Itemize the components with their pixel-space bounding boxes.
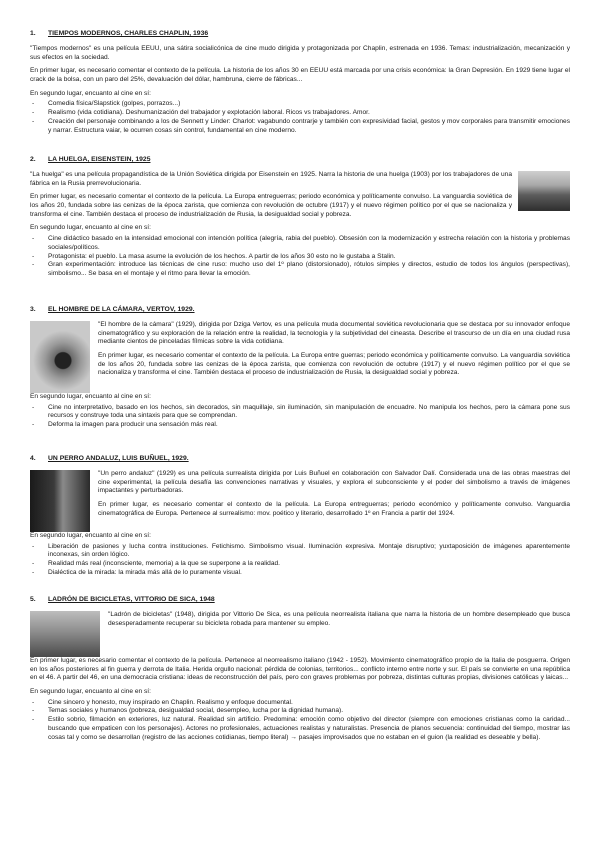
section-title: TIEMPOS MODERNOS, CHARLES CHAPLIN, 1936	[48, 30, 209, 37]
list-item: - Gran experimentación: introduce las técnicas de cine ruso: mucho uso del 1º plano (distorsionado), rótulos simples y directos, estudio de todos los ángulos (perspectivas), simbolismo... Se basa en el montaje y el ritmo para llevar la emoción.	[30, 261, 570, 278]
bullet-list	[30, 699, 570, 743]
list-intro: En segundo lugar, encuanto al cine en sí:	[30, 531, 151, 539]
bullet-list	[30, 404, 570, 430]
list-intro: En segundo lugar, encuanto al cine en sí:	[30, 224, 151, 232]
section-title: EL HOMBRE DE LA CÁMARA, VERTOV, 1929.	[48, 306, 195, 313]
section-number: 3.	[30, 306, 36, 313]
list-intro: En segundo lugar, encuanto al cine en sí:	[30, 89, 151, 97]
section-text	[98, 470, 570, 532]
section-2	[30, 156, 570, 283]
list-item: - Creación del personaje combinando a los de Sennett y Linder: Charlot: vagabundo contrarje y también con expresividad facial, gestos y mov corporales para transmitir emociones y narrar. Estructura vaiar, le ocurren cosas sin control, fundamental en cine moderno.	[30, 118, 570, 135]
section-heading	[30, 306, 570, 315]
section-heading	[30, 156, 570, 165]
film-still-image	[30, 470, 90, 532]
bullet-list	[30, 100, 570, 135]
section-3	[30, 306, 570, 434]
list-item: - Cine no interpretativo, basado en los hechos, sin decorados, sin maquillaje, sin iluminación, sin manipulación de encuadre. No manipula los hechos, pero la cámara pone sus recursos y construye toda una sintaxis para que se comprendan.	[30, 404, 570, 421]
section-number: 5.	[30, 596, 36, 603]
section-text	[98, 321, 570, 393]
list-item: - Temas sociales y humanos (pobreza, desigualdad social, desempleo, lucha por la dignidad humana).	[30, 707, 570, 716]
camera-image	[30, 321, 90, 393]
paragraph: En primer lugar, es necesario comentar el contexto de la película. La Europa entreguerras; periodo económica y políticamente convulso. La vanguardia soviética de los años 20, fundada sobre las cenizas de la época zarista, que comienza con revolución de octubre (1917) y el nuevo régimen político por el que se nacionaliza y transforma el cine. También destaca el proceso de industrialización de Rusia, la desigualdad social y pobreza.	[30, 193, 512, 218]
list-item: - Cine didáctico basado en la intensidad emocional con intención política (alegría, rabia del pueblo). Obsesión con la modernización y estrecha relación con la historia y problemas sociales/políticos.	[30, 235, 570, 252]
section-title: LA HUELGA, EISENSTEIN, 1925	[48, 156, 151, 163]
paragraph: En primer lugar, es necesario comentar el contexto de la película. La Europa entreguerras; periodo económico y políticamente convulso. Vanguardia cinematográfica de Europa. Pertenece al surrealismo: mov. poético y literario, desarrollado 1º en Francia a partir del 1924.	[98, 501, 570, 517]
section-heading	[30, 596, 570, 605]
list-item: - Dialéctica de la mirada: la mirada más allá de lo puramente visual.	[30, 569, 570, 578]
paragraph: En primer lugar, es necesario comentar el contexto de la película. Pertenece al neorrealismo italiano (1942 - 1952). Movimiento cinematográfico propio de la Italia de posguerra. Origen en los años posteriores al fin guerra y derrota de Italia. Herida orgullo nacional: pérdida de colonias, territorios... conflicto interno entre norte y sur. El país se convierte en una república en el 46. A partir del 46, en una democracia cristiana: ideas de reconstrucción del país, pero con graves problemas por pobreza, distintas culturas propias, divisiones católicas y laicas...	[30, 656, 570, 682]
paragraph: En primer lugar, es necesario comentar el contexto de la película. La Europa entre guerras; periodo económica y políticamente convulso. La vanguardia soviética de los años 20, fundada sobre las cenizas de la época zarista, que comienza con revolución de octubre (1917) y el nuevo régimen político por el que se nacionaliza y transforma el cine. También destaca el proceso de industrialización de Rusia, la desigualdad social y pobreza.	[98, 352, 570, 377]
list-item: - Realismo (vida cotidiana). Deshumanización del trabajador y explotación laboral. Ricos vs trabajadores. Amor.	[30, 109, 570, 118]
section-number: 4.	[30, 455, 36, 462]
section-text	[108, 611, 570, 657]
section-5	[30, 596, 570, 746]
list-item: - Comedia física/Slapstick (golpes, porrazos...)	[30, 100, 570, 109]
section-heading	[30, 30, 570, 39]
paragraph: "El hombre de la cámara" (1929), dirigida por Dziga Vertov, es una película muda documental soviética revolucionaria que se destaca por su innovador enfoque cinematográfico y su exploración de la relación entre la realidad, la tecnología y la subjetividad del cineasta. Describe el trascurso de un día en una ciudad rusa mediante cientos de pinceladas fílmicas sobre la vida cotidiana.	[98, 320, 570, 346]
list-item: - Protagonista: el pueblo. La masa asume la evolución de los hechos. A partir de los años 30 esto no le gustaba a Stalin.	[30, 253, 570, 262]
section-number: 2.	[30, 156, 36, 163]
section-body	[30, 470, 570, 532]
bullet-list	[30, 543, 570, 578]
section-1	[30, 30, 570, 139]
strike-crowd-image	[518, 171, 570, 211]
section-number: 1.	[30, 30, 36, 37]
section-body	[30, 321, 570, 393]
paragraph: "Ladrón de bicicletas" (1948), dirigida por Vittorio De Sica, es una película neorrealista italiana que narra la historia de un hombre desempleado que busca desesperadamente recuperar su bicicleta robada para mantener su empleo.	[108, 610, 570, 627]
list-intro: En segundo lugar, encuanto al cine en sí:	[30, 392, 151, 400]
paragraph: En primer lugar, es necesario comentar el contexto de la película. La historia de los años 30 en EEUU está marcada por una crisis económica: la Gran Depresión. En 1929 tiene lugar el crack de la bolsa, con un paro del 25%, devaluación del dólar, hambruna, cierre de fábricas...	[30, 67, 570, 84]
street-scene-image	[30, 611, 100, 657]
paragraph: "La huelga" es una película propagandística de la Unión Soviética dirigida por Eisenstein en 1925. Narra la historia de una huelga (1903) por los trabajadores de una fábrica en la Rusia prerrevolucionaria.	[30, 170, 512, 187]
section-title: LADRÓN DE BICICLETAS, VITTORIO DE SICA, 1948	[48, 596, 215, 603]
section-4	[30, 455, 570, 581]
paragraph: "Un perro andaluz" (1929) es una película surrealista dirigida por Luis Buñuel en colaboración con Salvador Dalí. Considerada una de las obras maestras del cine experimental, la película desafía las convenciones narrativas y visuales, y explora el subconsciente y el poder del simbolismo a través de imágenes impactantes y perturbadoras.	[98, 469, 570, 495]
paragraph: "Tiempos modernos" es una película EEUU, una sátira socialicónica de cine mudo dirigida y protagonizada por Chaplin, estrenada en 1936. Temas: industrialización, mecanización y sus efectos en la sociedad.	[30, 44, 570, 61]
list-intro: En segundo lugar, encuanto al cine en sí:	[30, 688, 151, 696]
list-item: - Estilo sobrio, filmación en exteriores, luz natural. Realidad sin artificio. Predomina: emoción como objetivo del director (siempre con emociones cristianas como la caridad... buscando que empaticen con los personajes). Actores no profesionales, actuaciones realistas y naturalistas. Presencia de planos secuencia: continuidad del tiempo, mostrar las cosas tal y como se desarrollan (registro de las acciones cotidianas, tiempo literal) → pasajes improvisados que no estaban en el guion (la realidad es deseable y bella).	[30, 716, 570, 742]
list-item: - Liberación de pasiones y lucha contra instituciones. Fetichismo. Simbolismo visual. Iluminación expresiva. Montaje disruptivo; yuxtaposición de imágenes aparentemente inconexas, sin orden lógico.	[30, 543, 570, 560]
section-body	[30, 611, 570, 657]
list-item: - Cine sincero y honesto, muy inspirado en Chaplin. Realismo y enfoque documental.	[30, 699, 570, 708]
section-title: UN PERRO ANDALUZ, LUIS BUÑUEL, 1929.	[48, 455, 189, 462]
bullet-list	[30, 235, 570, 279]
list-item: - Realidad más real (inconsciente, memoria) a la que se superpone a la realidad.	[30, 560, 570, 569]
list-item: - Deforma la imagen para producir una sensación más real.	[30, 421, 570, 430]
section-heading	[30, 455, 570, 464]
